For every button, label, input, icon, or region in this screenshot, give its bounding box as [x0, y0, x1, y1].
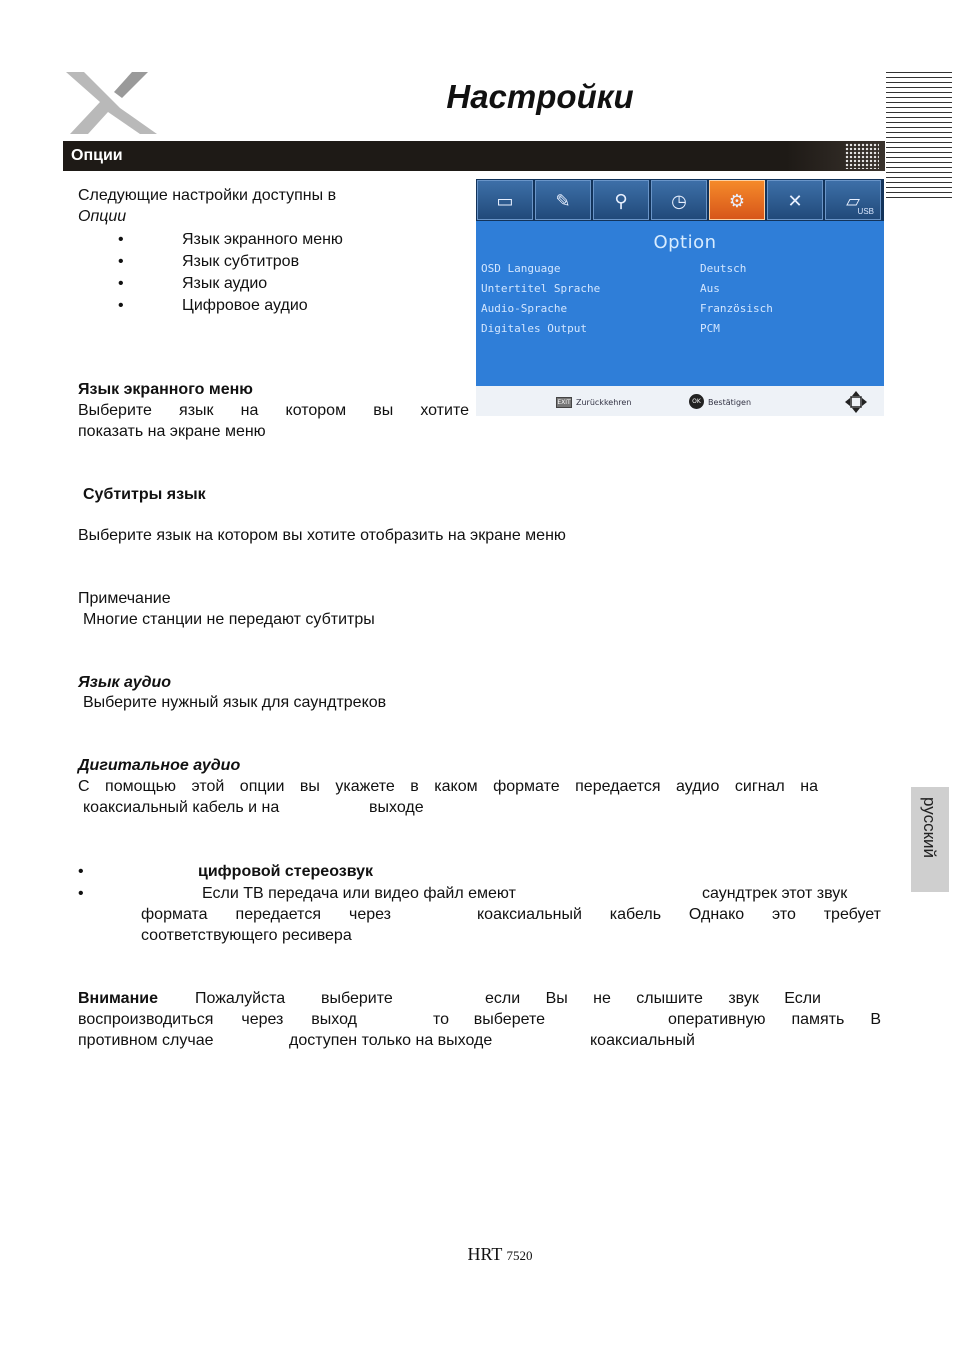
time-icon: ◷ [651, 180, 707, 220]
warning-label: Внимание [78, 990, 158, 1007]
digital-heading: Дигитальное аудио [78, 757, 241, 774]
option-menu-screenshot [476, 179, 884, 416]
warning-text: доступен только на выходе [289, 1032, 493, 1049]
menu-row-value: Deutsch [700, 262, 747, 275]
bullet-icon: • [78, 863, 84, 880]
ok-key-icon: OK [689, 394, 704, 409]
osd-text: Выберите язык на котором вы хотите [78, 402, 469, 419]
footer-model: 7520 [506, 1248, 533, 1263]
audio-heading: Язык аудио [78, 674, 172, 691]
decorative-stripes [886, 72, 952, 200]
intro-line: Следующие настройки доступны в [78, 187, 337, 204]
subtitles-text: Выберите язык на котором вы хотите отобразить на экране меню [78, 527, 566, 544]
page-title: Настройки [446, 78, 634, 115]
note-text: Многие станции не передают субтитры [83, 611, 375, 628]
intro-menu-name: Опции [78, 208, 127, 225]
menu-row-label: OSD Language [481, 262, 561, 275]
digital-text: коаксиальный кабель и на [83, 799, 280, 816]
subtitles-heading: Субтитры язык [83, 486, 206, 503]
digital-text: выходе [369, 799, 424, 816]
warning-text: противном случае [78, 1032, 214, 1049]
digital-option-stereo: цифровой стереозвук [198, 863, 374, 880]
language-tab-label: русский [920, 797, 939, 859]
menu-row-label: Audio-Sprache [481, 302, 568, 315]
exit-key-icon: EXIT [557, 399, 571, 406]
digital-option-text: формата передается через [141, 906, 391, 923]
digital-option-text: Если ТВ передача или видео файл емеют [202, 885, 516, 902]
tools-icon: ✕ [767, 180, 823, 220]
usb-icon: ▱ USB [825, 180, 881, 220]
bullet-icon: • [78, 885, 84, 902]
digital-option-text: соответствующего ресивера [141, 927, 352, 944]
warning-text: выберите [321, 990, 393, 1007]
footer-brand: HRT [467, 1244, 503, 1264]
model-footer [0, 1244, 954, 1265]
back-hint: Zurückkehren [576, 398, 632, 407]
warning-text: то выберете [433, 1011, 545, 1028]
digital-option-text: саундтрек этот звук [702, 885, 848, 902]
menu-row-value: PCM [700, 322, 720, 335]
digital-option-text: коаксиальный кабель Однако это требует [477, 906, 881, 923]
osd-text: показать на экране меню [78, 423, 266, 440]
note-label: Примечание [78, 590, 171, 607]
warning-text: воспроизводиться через выход [78, 1011, 357, 1028]
picture-icon: ✎ [535, 180, 591, 220]
options-gear-icon: ⚙ [709, 180, 765, 220]
warning-text: Пожалуйста [195, 990, 286, 1007]
menu-row-value: Aus [700, 282, 720, 295]
menu-row-label: Digitales Output [481, 322, 587, 335]
search-icon: ⚲ [593, 180, 649, 220]
menu-status-bar [476, 386, 884, 416]
section-bar [63, 141, 885, 171]
menu-row-value: Französisch [700, 302, 773, 315]
tv-icon: ▭ [477, 180, 533, 220]
menu-title: Option [653, 232, 717, 253]
warning-text: если Вы не слышите звук Если [485, 990, 821, 1007]
confirm-hint: Bestätigen [708, 398, 752, 407]
menu-row-label: Untertitel Sprache [481, 282, 601, 295]
menu-icon-row [476, 179, 884, 221]
warning-text: коаксиальный [590, 1032, 695, 1049]
audio-text: Выберите нужный язык для саундтреков [83, 694, 387, 711]
osd-heading: Язык экранного меню [78, 381, 253, 398]
section-title: Опции [71, 147, 123, 164]
digital-text: С помощью этой опции вы укажете в каком формате передается аудио сигнал на [78, 778, 818, 795]
halftone-decoration [845, 143, 879, 169]
warning-text: оперативную память В [668, 1011, 881, 1028]
navigation-arrows-icon [844, 390, 868, 414]
